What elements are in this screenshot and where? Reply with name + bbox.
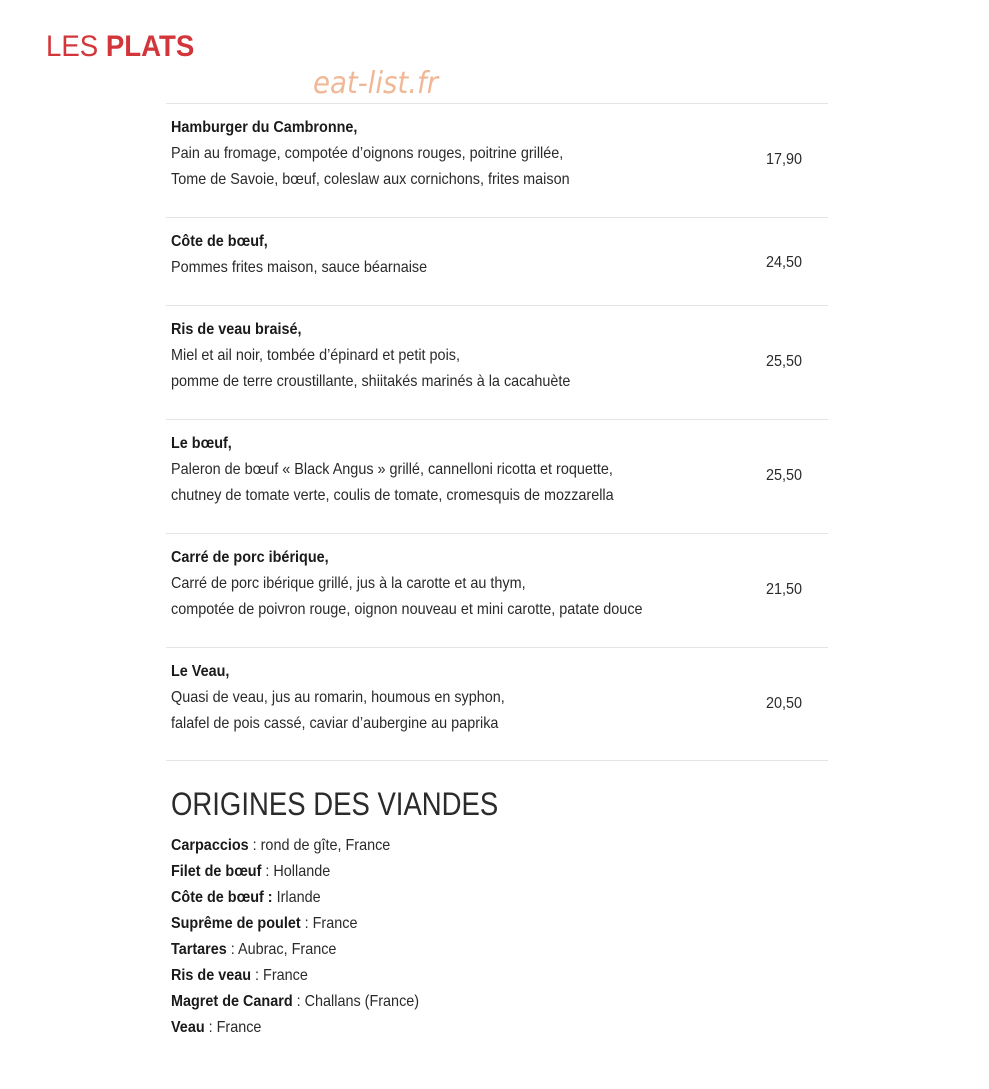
origin-meat: Filet de bœuf bbox=[171, 863, 262, 880]
dish-item bbox=[166, 103, 828, 217]
dish-item bbox=[166, 419, 828, 533]
origin-row bbox=[171, 963, 419, 989]
dish-description: falafel de pois cassé, caviar d’aubergine au paprika bbox=[171, 715, 499, 732]
dish-name: Le Veau, bbox=[171, 663, 230, 680]
dish-price: 25,50 bbox=[765, 467, 802, 484]
dish-price: 24,50 bbox=[765, 254, 802, 271]
origins-title: ORIGINES DES VIANDES bbox=[171, 786, 499, 822]
dish-name: Ris de veau braisé, bbox=[171, 321, 302, 338]
origin-meat: Suprême de poulet bbox=[171, 915, 301, 932]
dish-description: Miel et ail noir, tombée d’épinard et petit pois, bbox=[171, 347, 460, 364]
dish-description: Carré de porc ibérique grillé, jus à la carotte et au thym, bbox=[171, 575, 526, 592]
dish-description: Paleron de bœuf « Black Angus » grillé, cannelloni ricotta et roquette, bbox=[171, 461, 613, 478]
dish-item bbox=[166, 217, 828, 305]
origin-meat: Ris de veau bbox=[171, 967, 252, 984]
origin-row bbox=[171, 937, 419, 963]
dish-price: 21,50 bbox=[765, 581, 802, 598]
origin-meat: Tartares bbox=[171, 941, 227, 958]
dish-name: Le bœuf, bbox=[171, 435, 232, 452]
origin-country: : Aubrac, France bbox=[226, 941, 337, 958]
origin-country: : Hollande bbox=[261, 863, 331, 880]
origin-country: : rond de gîte, France bbox=[248, 837, 391, 854]
dish-description: compotée de poivron rouge, oignon nouveau et mini carotte, patate douce bbox=[171, 601, 643, 618]
origin-row bbox=[171, 833, 419, 859]
dish-item bbox=[166, 305, 828, 419]
dish-item bbox=[166, 533, 828, 647]
origin-meat: Carpaccios bbox=[171, 837, 249, 854]
origin-country: : France bbox=[251, 967, 308, 984]
origin-meat: Magret de Canard bbox=[171, 993, 293, 1010]
origin-meat: Côte de bœuf : bbox=[171, 889, 273, 906]
origin-row bbox=[171, 1015, 419, 1041]
origin-country: Irlande bbox=[272, 889, 321, 906]
origin-row bbox=[171, 911, 419, 937]
dish-name: Hamburger du Cambronne, bbox=[171, 119, 358, 136]
section-title-bold: PLATS bbox=[105, 30, 195, 63]
dish-list bbox=[166, 103, 828, 761]
dish-name: Carré de porc ibérique, bbox=[171, 549, 329, 566]
dish-description: pomme de terre croustillante, shiitakés marinés à la cacahuète bbox=[171, 373, 571, 390]
origin-country: : France bbox=[300, 915, 358, 932]
origin-meat: Veau bbox=[171, 1019, 205, 1036]
origin-country: : Challans (France) bbox=[292, 993, 420, 1010]
watermark: eat-list.fr bbox=[313, 66, 439, 101]
dish-description: Pain au fromage, compotée d’oignons rouges, poitrine grillée, bbox=[171, 145, 564, 162]
dish-price: 20,50 bbox=[765, 695, 802, 712]
section-title bbox=[46, 30, 194, 64]
dish-description: Quasi de veau, jus au romarin, houmous en syphon, bbox=[171, 689, 505, 706]
dish-price: 17,90 bbox=[765, 151, 802, 168]
origin-row bbox=[171, 859, 419, 885]
section-title-light: LES bbox=[46, 30, 106, 63]
origins-list bbox=[171, 833, 447, 1041]
dish-item bbox=[166, 647, 828, 761]
origin-row bbox=[171, 885, 419, 911]
dish-description: Tome de Savoie, bœuf, coleslaw aux cornichons, frites maison bbox=[171, 171, 570, 188]
dish-price: 25,50 bbox=[765, 353, 802, 370]
dish-description: chutney de tomate verte, coulis de tomate, cromesquis de mozzarella bbox=[171, 487, 614, 504]
dish-name: Côte de bœuf, bbox=[171, 233, 268, 250]
dish-description: Pommes frites maison, sauce béarnaise bbox=[171, 259, 428, 276]
origin-country: : France bbox=[204, 1019, 262, 1036]
origin-row bbox=[171, 989, 419, 1015]
